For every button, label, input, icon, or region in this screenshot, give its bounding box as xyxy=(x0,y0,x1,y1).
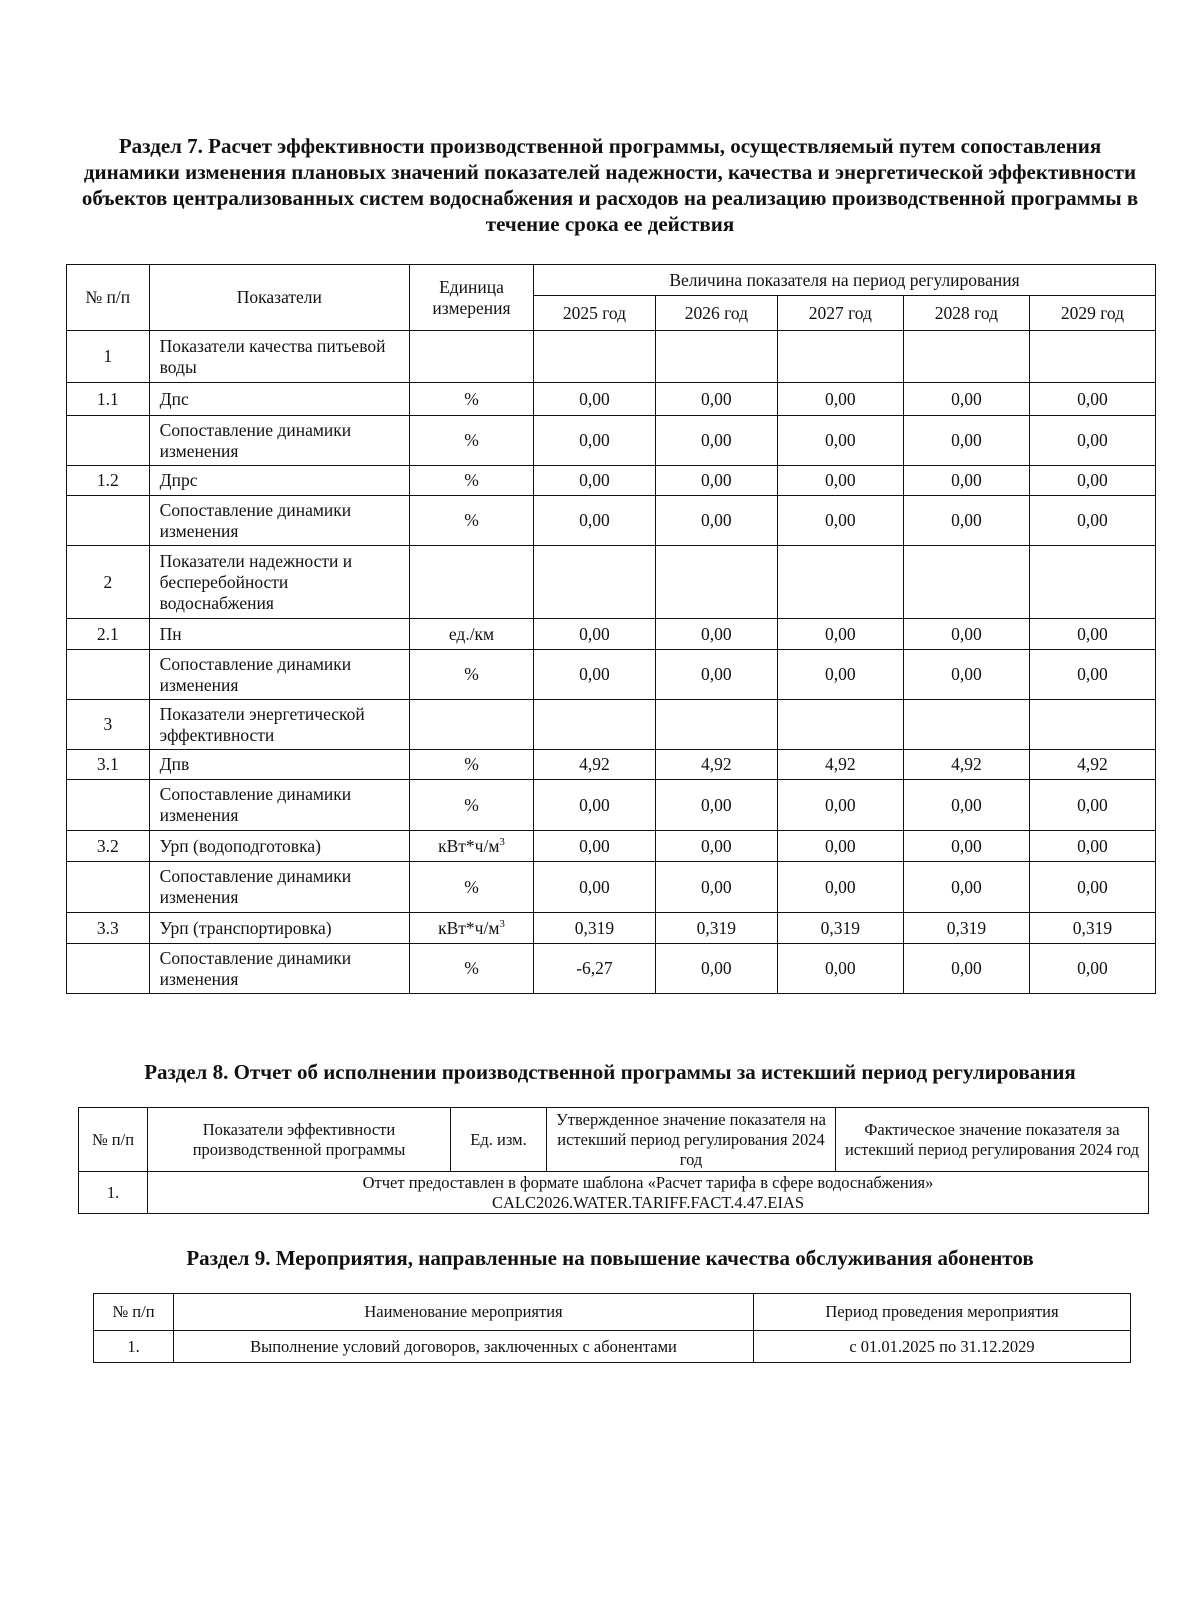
row-unit-text: % xyxy=(464,794,479,815)
row-num xyxy=(67,944,150,994)
row-value-0: 0,00 xyxy=(534,496,656,546)
table-row xyxy=(67,331,1156,383)
header-year-1: 2026 год xyxy=(655,296,777,331)
row-indicator: Показатели энергетической эффективности xyxy=(149,700,409,750)
table-row xyxy=(67,619,1156,650)
s8-row-num: 1. xyxy=(79,1172,148,1214)
section7-title: Раздел 7. Расчет эффективности производственной программы, осуществляемый путем сопоставления динамики изменения плановых значений показателей надежности, качества и энергетической эффективности объектов централизованных систем водоснабжения и расходов на реализацию производственной программы в течение срока ее действия xyxy=(81,134,1139,236)
row-value-0: -6,27 xyxy=(534,944,656,994)
row-unit-superscript: 3 xyxy=(499,835,505,848)
row-unit xyxy=(410,700,534,750)
row-value-3: 0,00 xyxy=(903,619,1029,650)
header-unit: Единица измерения xyxy=(410,265,534,331)
table-row xyxy=(67,383,1156,416)
row-value-3: 0,00 xyxy=(903,650,1029,700)
table-row xyxy=(67,913,1156,944)
row-value-0: 0,00 xyxy=(534,780,656,831)
row-indicator: Сопоставление динамики изменения xyxy=(149,780,409,831)
section7-table xyxy=(66,264,1156,994)
row-value-2: 0,00 xyxy=(777,862,903,913)
row-value-2: 0,00 xyxy=(777,466,903,496)
row-num: 3.2 xyxy=(67,831,150,862)
row-value-4 xyxy=(1029,546,1155,619)
row-value-1: 0,00 xyxy=(655,650,777,700)
row-value-1: 0,00 xyxy=(655,496,777,546)
s8-header-actual: Фактическое значение показателя за истекший период регулирования 2024 год xyxy=(836,1108,1149,1172)
s8-report-code: CALC2026.WATER.TARIFF.FACT.4.47.EIAS xyxy=(491,1192,805,1212)
row-value-0 xyxy=(534,546,656,619)
row-unit-text: % xyxy=(464,430,479,450)
row-unit xyxy=(410,383,534,416)
table-row xyxy=(67,700,1156,750)
row-num xyxy=(67,780,150,831)
s8-header-approved: Утвержденное значение показателя на истекший период регулирования 2024 год xyxy=(547,1108,836,1172)
row-value-2 xyxy=(777,700,903,750)
table-row xyxy=(67,862,1156,913)
row-value-4: 0,00 xyxy=(1029,650,1155,700)
row-indicator: Показатели качества питьевой воды xyxy=(149,331,409,383)
row-value-0: 0,00 xyxy=(534,619,656,650)
row-value-4: 0,00 xyxy=(1029,383,1155,416)
row-value-1: 0,00 xyxy=(655,383,777,416)
row-value-3: 0,00 xyxy=(903,780,1029,831)
row-num: 1 xyxy=(67,331,150,383)
s8-header-num: № п/п xyxy=(79,1108,148,1172)
row-value-1: 0,00 xyxy=(655,944,777,994)
row-indicator: Урп (водоподготовка) xyxy=(149,831,409,862)
row-value-1: 0,00 xyxy=(655,831,777,862)
row-value-3 xyxy=(903,331,1029,383)
row-indicator: Дпв xyxy=(149,750,409,780)
row-value-3: 4,92 xyxy=(903,750,1029,780)
row-value-4: 4,92 xyxy=(1029,750,1155,780)
row-indicator: Показатели надежности и бесперебойности водоснабжения xyxy=(149,546,409,619)
row-indicator: Сопоставление динамики изменения xyxy=(149,650,409,700)
row-indicator: Дпрс xyxy=(149,466,409,496)
row-value-1: 0,00 xyxy=(655,619,777,650)
header-period: Величина показателя на период регулирования xyxy=(534,265,1156,296)
row-value-3: 0,00 xyxy=(903,862,1029,913)
row-unit-text: кВт*ч/м xyxy=(438,917,500,938)
row-unit-superscript: 3 xyxy=(499,917,505,930)
row-value-1: 4,92 xyxy=(655,750,777,780)
row-unit xyxy=(410,650,534,700)
row-unit xyxy=(410,913,534,944)
row-unit-text: % xyxy=(464,876,479,897)
row-value-4: 0,00 xyxy=(1029,862,1155,913)
header-indicator: Показатели xyxy=(149,265,409,331)
row-value-3: 0,00 xyxy=(903,944,1029,994)
row-num: 3 xyxy=(67,700,150,750)
row-value-4: 0,319 xyxy=(1029,913,1155,944)
row-value-0: 0,00 xyxy=(534,831,656,862)
row-indicator: Сопоставление динамики изменения xyxy=(149,416,409,466)
row-unit xyxy=(410,619,534,650)
row-unit-text: % xyxy=(464,754,479,774)
row-value-2: 0,00 xyxy=(777,383,903,416)
row-value-0 xyxy=(534,331,656,383)
row-value-2: 0,00 xyxy=(777,496,903,546)
row-value-1: 0,00 xyxy=(655,780,777,831)
header-year-0: 2025 год xyxy=(534,296,656,331)
row-value-3: 0,00 xyxy=(903,466,1029,496)
row-num xyxy=(67,862,150,913)
row-value-0: 0,00 xyxy=(534,862,656,913)
row-value-4: 0,00 xyxy=(1029,619,1155,650)
row-unit-text: % xyxy=(464,470,479,490)
row-value-1: 0,00 xyxy=(655,416,777,466)
s9-header-num: № п/п xyxy=(94,1294,174,1331)
row-num: 1.1 xyxy=(67,383,150,416)
row-value-3: 0,00 xyxy=(903,416,1029,466)
row-unit xyxy=(410,331,534,383)
row-value-1: 0,00 xyxy=(655,862,777,913)
row-unit xyxy=(410,496,534,546)
row-num: 2.1 xyxy=(67,619,150,650)
header-year-3: 2028 год xyxy=(903,296,1029,331)
row-value-2: 0,319 xyxy=(777,913,903,944)
row-value-0: 4,92 xyxy=(534,750,656,780)
s9-row-name: Выполнение условий договоров, заключенных с абонентами xyxy=(174,1331,754,1363)
row-num: 1.2 xyxy=(67,466,150,496)
row-value-4: 0,00 xyxy=(1029,944,1155,994)
row-unit-text: ед./км xyxy=(448,623,495,644)
row-value-0: 0,00 xyxy=(534,416,656,466)
row-indicator: Сопоставление динамики изменения xyxy=(149,496,409,546)
row-unit xyxy=(410,416,534,466)
row-unit xyxy=(410,466,534,496)
row-value-4 xyxy=(1029,331,1155,383)
row-value-2: 0,00 xyxy=(777,650,903,700)
section9-table xyxy=(93,1293,1131,1363)
row-indicator: Пн xyxy=(149,619,409,650)
row-unit-text: кВт*ч/м xyxy=(438,835,500,856)
row-value-0: 0,00 xyxy=(534,650,656,700)
table-row xyxy=(67,546,1156,619)
row-num xyxy=(67,650,150,700)
row-value-2: 0,00 xyxy=(777,619,903,650)
row-value-4: 0,00 xyxy=(1029,466,1155,496)
row-indicator: Сопоставление динамики изменения xyxy=(149,862,409,913)
row-value-3 xyxy=(903,700,1029,750)
s9-header-name: Наименование мероприятия xyxy=(174,1294,754,1331)
row-indicator: Сопоставление динамики изменения xyxy=(149,944,409,994)
table-row xyxy=(67,650,1156,700)
row-value-3: 0,319 xyxy=(903,913,1029,944)
row-value-2: 0,00 xyxy=(777,780,903,831)
row-value-2: 0,00 xyxy=(777,944,903,994)
row-value-1 xyxy=(655,331,777,383)
table-row xyxy=(67,831,1156,862)
row-indicator: Урп (транспортировка) xyxy=(149,913,409,944)
row-value-1: 0,00 xyxy=(655,466,777,496)
row-value-3 xyxy=(903,546,1029,619)
row-num: 3.3 xyxy=(67,913,150,944)
s8-header-indicator: Показатели эффективности производственной программы xyxy=(148,1108,451,1172)
row-unit-text: % xyxy=(464,510,479,530)
row-value-3: 0,00 xyxy=(903,496,1029,546)
row-value-0: 0,00 xyxy=(534,383,656,416)
section8-table xyxy=(78,1107,1149,1214)
row-value-4: 0,00 xyxy=(1029,416,1155,466)
row-indicator: Дпс xyxy=(149,383,409,416)
table-row xyxy=(67,750,1156,780)
row-value-0: 0,00 xyxy=(534,466,656,496)
s9-header-period: Период проведения мероприятия xyxy=(754,1294,1131,1331)
row-unit xyxy=(410,750,534,780)
table-row xyxy=(67,944,1156,994)
row-value-4: 0,00 xyxy=(1029,496,1155,546)
row-value-0 xyxy=(534,700,656,750)
row-value-4: 0,00 xyxy=(1029,831,1155,862)
row-value-2 xyxy=(777,546,903,619)
row-value-3: 0,00 xyxy=(903,383,1029,416)
header-num: № п/п xyxy=(67,265,150,331)
s8-header-unit: Ед. изм. xyxy=(451,1108,547,1172)
row-value-2: 0,00 xyxy=(777,416,903,466)
table-row xyxy=(67,780,1156,831)
row-num: 2 xyxy=(67,546,150,619)
row-value-2: 0,00 xyxy=(777,831,903,862)
row-unit-text: % xyxy=(464,664,479,684)
row-num: 3.1 xyxy=(67,750,150,780)
row-value-1: 0,319 xyxy=(655,913,777,944)
s8-row-report xyxy=(148,1172,1149,1214)
row-unit xyxy=(410,780,534,831)
s9-row-period: с 01.01.2025 по 31.12.2029 xyxy=(754,1331,1131,1363)
header-year-4: 2029 год xyxy=(1029,296,1155,331)
table-row xyxy=(67,496,1156,546)
row-unit-text: % xyxy=(464,388,479,409)
section8-title: Раздел 8. Отчет об исполнении производственной программы за истекший период регулирования xyxy=(144,1060,1076,1084)
row-value-3: 0,00 xyxy=(903,831,1029,862)
s8-report-text: Отчет предоставлен в формате шаблона «Расчет тарифа в сфере водоснабжения» xyxy=(362,1172,934,1192)
row-num xyxy=(67,496,150,546)
row-unit-text: % xyxy=(464,958,479,978)
row-value-4 xyxy=(1029,700,1155,750)
row-unit xyxy=(410,944,534,994)
row-num xyxy=(67,416,150,466)
header-year-2: 2027 год xyxy=(777,296,903,331)
row-value-0: 0,319 xyxy=(534,913,656,944)
row-value-2: 4,92 xyxy=(777,750,903,780)
s9-row-num: 1. xyxy=(94,1331,174,1363)
row-value-4: 0,00 xyxy=(1029,780,1155,831)
table-row xyxy=(67,416,1156,466)
row-unit xyxy=(410,831,534,862)
section9-title: Раздел 9. Мероприятия, направленные на повышение качества обслуживания абонентов xyxy=(186,1246,1034,1270)
row-value-1 xyxy=(655,700,777,750)
row-value-2 xyxy=(777,331,903,383)
table-row xyxy=(67,466,1156,496)
row-value-1 xyxy=(655,546,777,619)
row-unit xyxy=(410,862,534,913)
row-unit xyxy=(410,546,534,619)
